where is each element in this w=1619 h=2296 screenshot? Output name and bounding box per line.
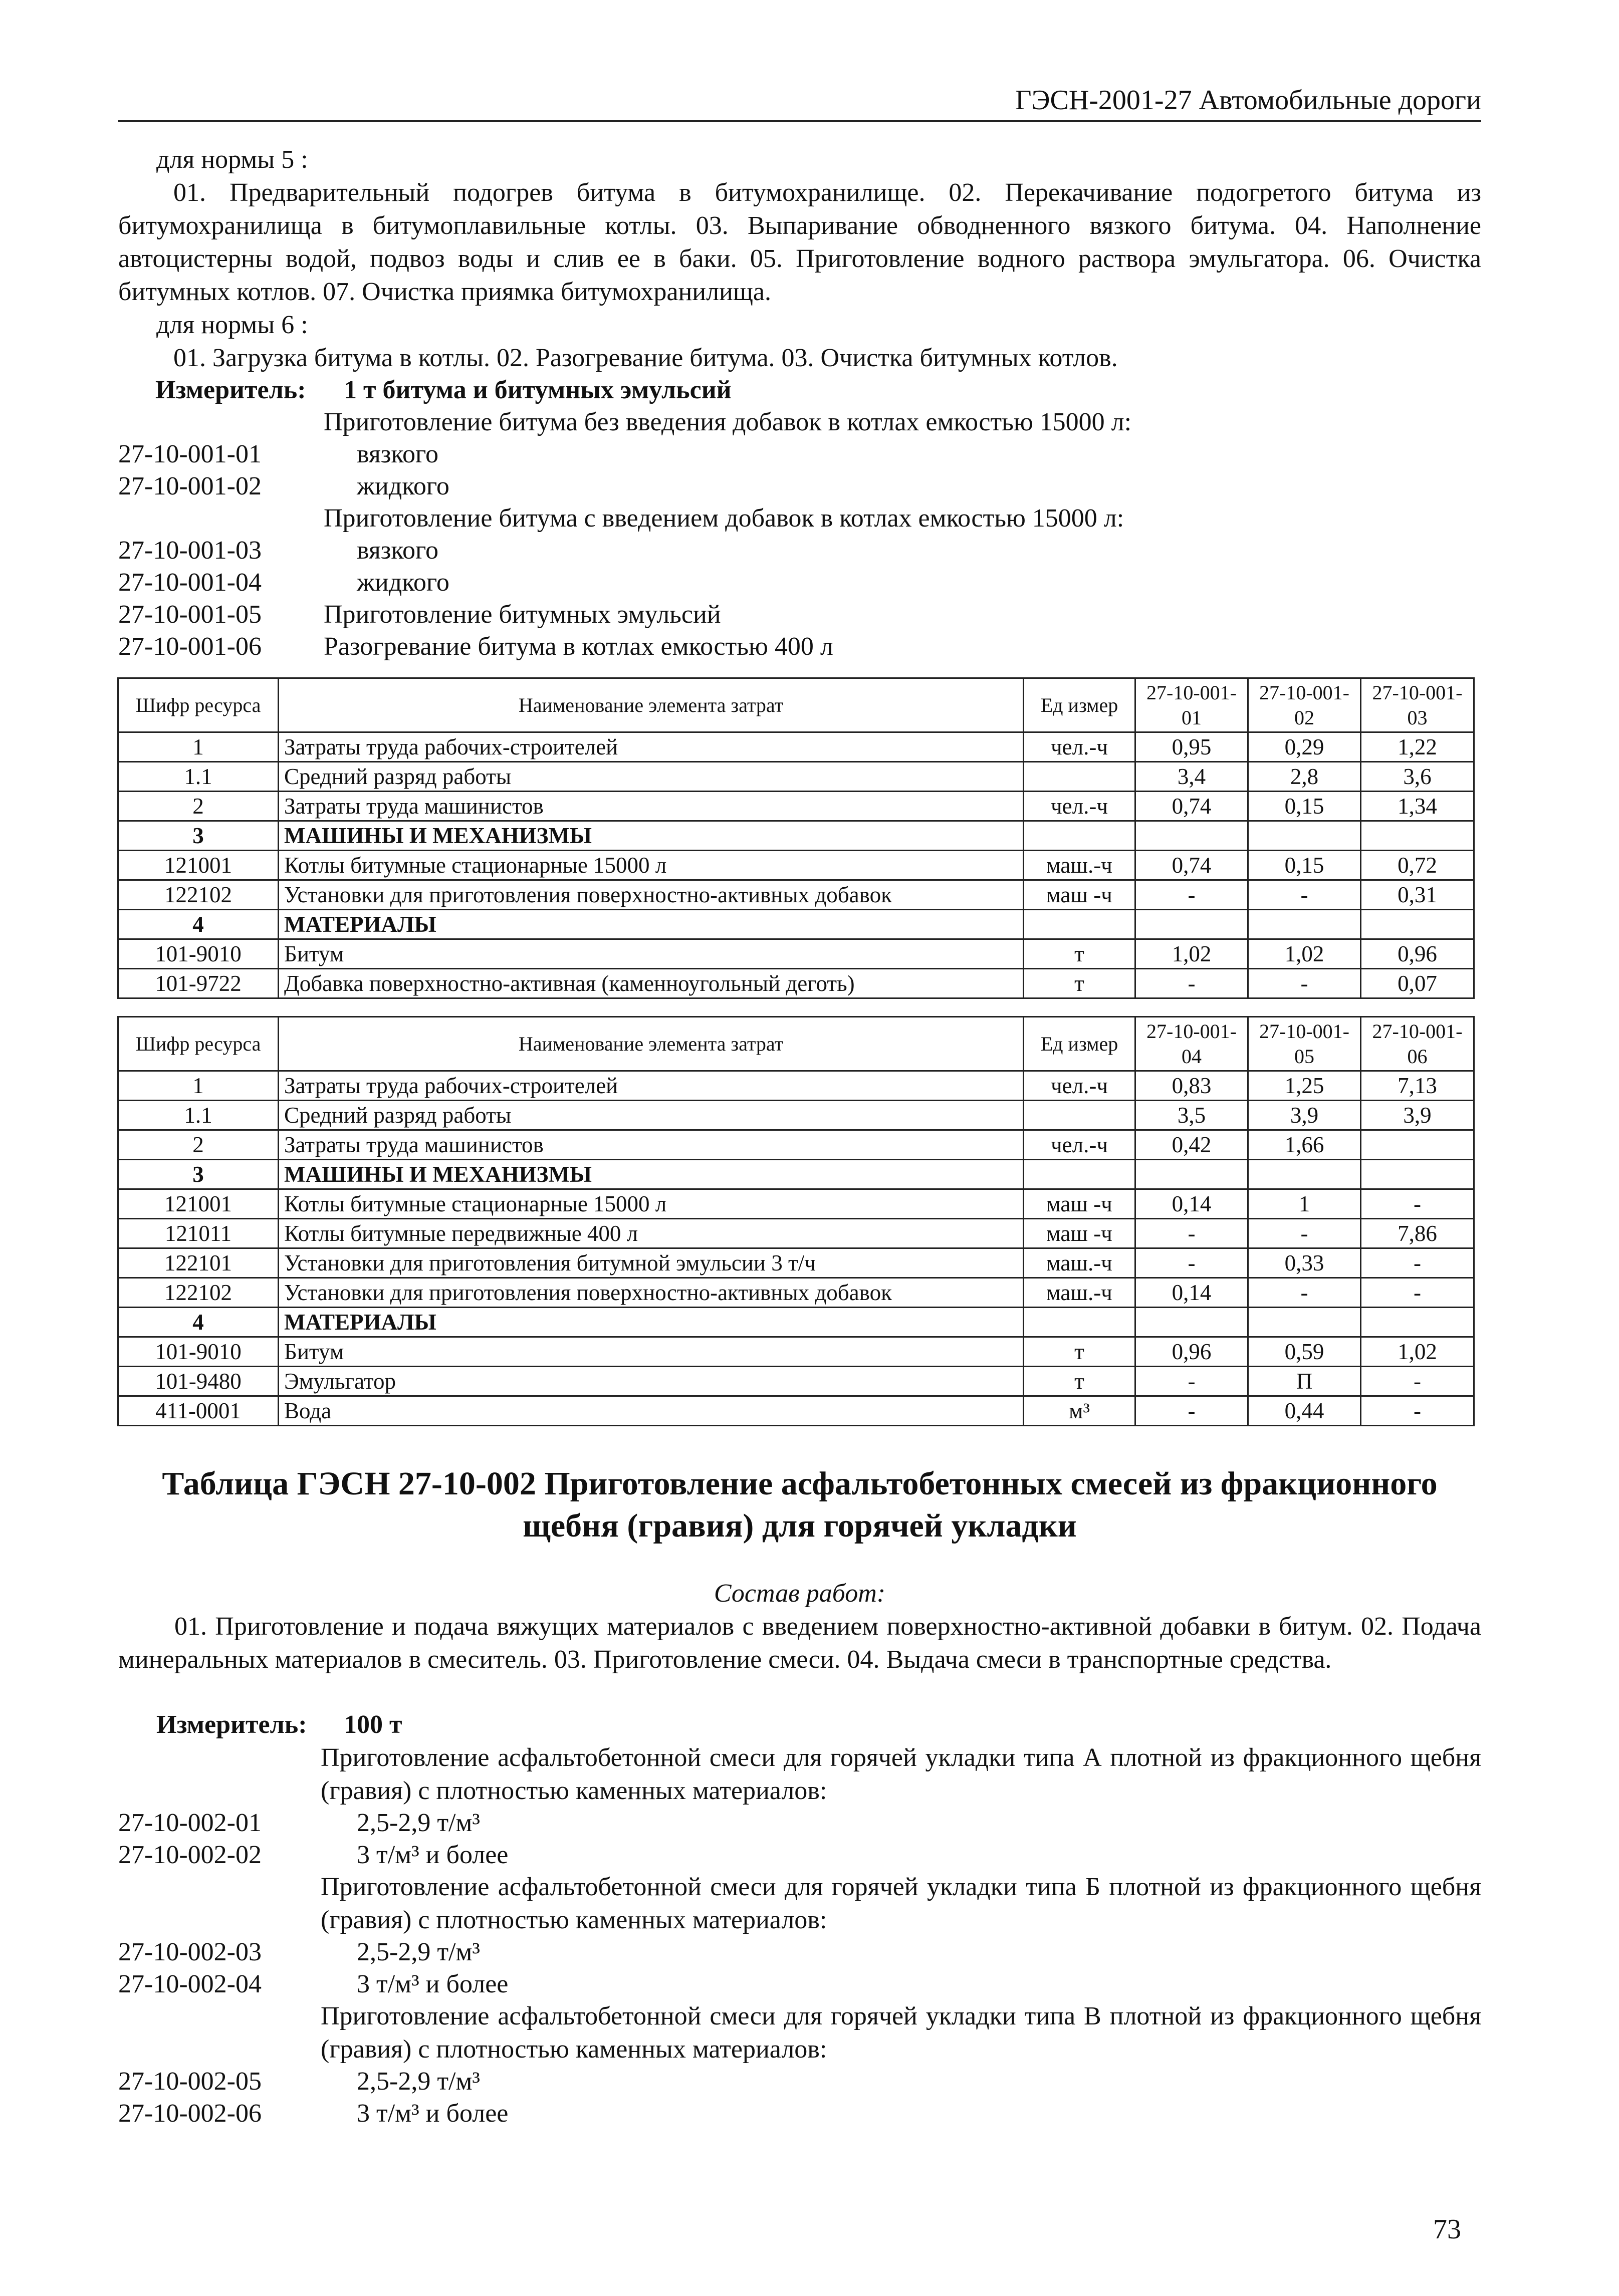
- col-header-name: Наименование элемента затрат: [279, 678, 1024, 732]
- meter2-value: 100 т: [344, 1710, 402, 1739]
- cell-cipher: 1.1: [118, 762, 279, 792]
- table-body: [118, 732, 1474, 998]
- norm-name: 2,5-2,9 т/м³: [357, 2067, 480, 2096]
- group-heading-a: Приготовление асфальтобетонной смеси для горячей укладки типа А плотной из фракционного щебня (гравия) с плотностью каменных материалов:: [321, 1743, 1481, 1805]
- table-row: [118, 1101, 1474, 1130]
- cell-name: Установки для приготовления поверхностно-активных добавок: [279, 880, 1024, 910]
- table-row: [118, 1219, 1474, 1248]
- cell-value: 0,44: [1248, 1396, 1361, 1426]
- cell-cipher: 101-9722: [118, 969, 279, 998]
- meter2-label: Измеритель:: [156, 1710, 307, 1739]
- cell-name: Добавка поверхностно-активная (каменноугольный деготь): [279, 969, 1024, 998]
- table-row: [118, 732, 1474, 762]
- cell-value: 3,9: [1248, 1101, 1361, 1130]
- cell-value: 3,5: [1135, 1101, 1248, 1130]
- cell-value: [1248, 1160, 1361, 1189]
- cell-cipher: 122102: [118, 880, 279, 910]
- norm-name: Приготовление битумных эмульсий: [324, 600, 721, 629]
- norm-code: 27-10-002-03: [118, 1938, 262, 1966]
- norm5-label: для нормы 5 :: [156, 145, 308, 174]
- cell-unit: т: [1024, 969, 1135, 998]
- cell-value: [1361, 910, 1474, 939]
- cell-cipher: 2: [118, 792, 279, 821]
- cell-name: Котлы битумные передвижные 400 л: [279, 1219, 1024, 1248]
- table-row: [118, 939, 1474, 969]
- cell-cipher: 4: [118, 910, 279, 939]
- cell-cipher: 4: [118, 1308, 279, 1337]
- cell-value: 0,29: [1248, 732, 1361, 762]
- norm-code: 27-10-002-06: [118, 2099, 262, 2128]
- cell-cipher: 411-0001: [118, 1396, 279, 1426]
- cell-value: [1361, 1160, 1474, 1189]
- cell-cipher: 3: [118, 821, 279, 851]
- table-row: [118, 1278, 1474, 1308]
- norm-code: 27-10-001-05: [118, 600, 262, 629]
- table-row: [118, 762, 1474, 792]
- cell-value: 0,33: [1248, 1248, 1361, 1278]
- cell-value: 7,86: [1361, 1219, 1474, 1248]
- work-composition-text: 01. Приготовление и подача вяжущих материалов с введением поверхностно-активной добавки в битум. 02. Подача минеральных материалов в смеситель. 03. Приготовление смеси. 04. Выдача смеси в транспортные средства.: [118, 1612, 1481, 1674]
- norm-code: 27-10-001-02: [118, 472, 262, 500]
- group-heading-1: Приготовление битума без введения добавок в котлах емкостью 15000 л:: [324, 408, 1132, 436]
- resource-table-1: [117, 677, 1473, 999]
- norm-name: 3 т/м³ и более: [357, 1970, 509, 1998]
- cell-value: 0,74: [1135, 792, 1248, 821]
- cell-value: -: [1248, 1278, 1361, 1308]
- cell-unit: [1024, 910, 1135, 939]
- cell-value: 2,8: [1248, 762, 1361, 792]
- cell-value: [1248, 1308, 1361, 1337]
- col-header-unit: Ед измер: [1024, 678, 1135, 732]
- cell-value: 0,59: [1248, 1337, 1361, 1367]
- cell-cipher: 101-9480: [118, 1367, 279, 1396]
- group-heading-v: Приготовление асфальтобетонной смеси для горячей укладки типа В плотной из фракционного щебня (гравия) с плотностью каменных материалов:: [321, 2002, 1481, 2064]
- cell-cipher: 121011: [118, 1219, 279, 1248]
- cell-cipher: 1: [118, 1071, 279, 1101]
- cell-cipher: 101-9010: [118, 939, 279, 969]
- resource-table-2: [117, 1016, 1473, 1426]
- cell-unit: т: [1024, 1337, 1135, 1367]
- cell-name: МАТЕРИАЛЫ: [279, 1308, 1024, 1337]
- cell-cipher: 121001: [118, 851, 279, 880]
- cell-value: 0,31: [1361, 880, 1474, 910]
- cell-unit: маш -ч: [1024, 1219, 1135, 1248]
- cell-name: Вода: [279, 1396, 1024, 1426]
- cell-value: 1,02: [1361, 1337, 1474, 1367]
- cell-unit: [1024, 1160, 1135, 1189]
- cell-unit: [1024, 762, 1135, 792]
- cell-name: Битум: [279, 939, 1024, 969]
- col-header-name: Наименование элемента затрат: [279, 1017, 1024, 1071]
- norm-code: 27-10-002-05: [118, 2067, 262, 2096]
- cell-name: МАТЕРИАЛЫ: [279, 910, 1024, 939]
- cell-value: [1135, 1308, 1248, 1337]
- cell-value: 0,95: [1135, 732, 1248, 762]
- norm6-text: 01. Загрузка битума в котлы. 02. Разогревание битума. 03. Очистка битумных котлов.: [173, 344, 1118, 372]
- cell-value: -: [1135, 1248, 1248, 1278]
- norm-name: 2,5-2,9 т/м³: [357, 1938, 480, 1966]
- cell-unit: м³: [1024, 1396, 1135, 1426]
- cell-name: Средний разряд работы: [279, 1101, 1024, 1130]
- cell-name: Затраты труда машинистов: [279, 1130, 1024, 1160]
- work-composition-heading: Состав работ:: [714, 1579, 886, 1608]
- cell-unit: чел.-ч: [1024, 792, 1135, 821]
- col-header-norm: 27-10-001-01: [1135, 678, 1248, 732]
- cell-value: 3,6: [1361, 762, 1474, 792]
- cell-unit: маш.-ч: [1024, 1278, 1135, 1308]
- norm5-text: 01. Предварительный подогрев битума в битумохранилище. 02. Перекачивание подогретого битума из битумохранилища в битумоплавильные котлы. 03. Выпаривание обводненного вязкого битума. 04. Наполнение автоцистерны водой, подвоз воды и слив ее в баки. 05. Приготовление водного раствора эмульгатора. 06. Очистка битумных котлов. 07. Очистка приямка битумохранилища.: [118, 178, 1481, 306]
- table-row: [118, 1189, 1474, 1219]
- cell-value: -: [1135, 969, 1248, 998]
- cell-value: 0,15: [1248, 851, 1361, 880]
- cell-value: -: [1361, 1396, 1474, 1426]
- cell-value: -: [1248, 969, 1361, 998]
- table-row: [118, 1248, 1474, 1278]
- cell-cipher: 122102: [118, 1278, 279, 1308]
- group-heading-2: Приготовление битума с введением добавок в котлах емкостью 15000 л:: [324, 504, 1124, 533]
- table-row: [118, 1071, 1474, 1101]
- table-row: [118, 1367, 1474, 1396]
- cell-unit: [1024, 1101, 1135, 1130]
- cell-unit: т: [1024, 1367, 1135, 1396]
- table-title: Таблица ГЭСН 27-10-002 Приготовление асфальтобетонных смесей из фракционного щебня (гравия) для горячей укладки: [162, 1465, 1438, 1544]
- cell-value: [1248, 821, 1361, 851]
- cell-value: -: [1135, 880, 1248, 910]
- cell-name: Установки для приготовления поверхностно-активных добавок: [279, 1278, 1024, 1308]
- norm-code: 27-10-001-06: [118, 632, 262, 661]
- cell-value: 1,34: [1361, 792, 1474, 821]
- norm-code: 27-10-001-01: [118, 440, 262, 468]
- cell-value: -: [1361, 1248, 1474, 1278]
- cell-cipher: 121001: [118, 1189, 279, 1219]
- cell-name: Затраты труда машинистов: [279, 792, 1024, 821]
- norm6-label: для нормы 6 :: [156, 311, 308, 339]
- cell-value: -: [1135, 1219, 1248, 1248]
- table-row: [118, 1130, 1474, 1160]
- cell-value: [1135, 1160, 1248, 1189]
- cell-value: -: [1248, 1219, 1361, 1248]
- table-body: [118, 1071, 1474, 1426]
- cell-value: 0,14: [1135, 1189, 1248, 1219]
- cell-value: 0,42: [1135, 1130, 1248, 1160]
- col-header-norm: 27-10-001-03: [1361, 678, 1474, 732]
- table-row: [118, 792, 1474, 821]
- cell-value: -: [1361, 1189, 1474, 1219]
- cell-name: Средний разряд работы: [279, 762, 1024, 792]
- cell-value: 0,07: [1361, 969, 1474, 998]
- cell-name: Эмульгатор: [279, 1367, 1024, 1396]
- cell-value: 1,02: [1248, 939, 1361, 969]
- cell-value: 0,72: [1361, 851, 1474, 880]
- table-row: [118, 880, 1474, 910]
- norm-code: 27-10-002-04: [118, 1970, 262, 1998]
- cell-name: Затраты труда рабочих-строителей: [279, 732, 1024, 762]
- running-header: [118, 80, 1481, 122]
- cell-value: 0,74: [1135, 851, 1248, 880]
- cell-value: [1248, 910, 1361, 939]
- table-row: [118, 1308, 1474, 1337]
- cell-value: -: [1361, 1367, 1474, 1396]
- cell-cipher: 3: [118, 1160, 279, 1189]
- cell-value: П: [1248, 1367, 1361, 1396]
- cell-name: МАШИНЫ И МЕХАНИЗМЫ: [279, 821, 1024, 851]
- cell-value: 3,4: [1135, 762, 1248, 792]
- meter1-value: 1 т битума и битумных эмульсий: [344, 376, 732, 404]
- table-row: [118, 969, 1474, 998]
- cell-unit: т: [1024, 939, 1135, 969]
- cell-unit: маш -ч: [1024, 1189, 1135, 1219]
- table-row: [118, 910, 1474, 939]
- cell-name: Котлы битумные стационарные 15000 л: [279, 1189, 1024, 1219]
- cell-unit: чел.-ч: [1024, 732, 1135, 762]
- meter1-label: Измеритель:: [155, 376, 306, 404]
- norm-code: 27-10-002-02: [118, 1841, 262, 1869]
- cell-cipher: 1.1: [118, 1101, 279, 1130]
- cell-value: -: [1135, 1396, 1248, 1426]
- table-row: [118, 1160, 1474, 1189]
- cell-value: [1135, 821, 1248, 851]
- norm-name: вязкого: [357, 440, 438, 468]
- table-row: [118, 1337, 1474, 1367]
- norm-name: 3 т/м³ и более: [357, 2099, 509, 2128]
- cell-value: 1,02: [1135, 939, 1248, 969]
- col-header-norm: 27-10-001-05: [1248, 1017, 1361, 1071]
- cell-unit: чел.-ч: [1024, 1130, 1135, 1160]
- cell-value: 0,96: [1135, 1337, 1248, 1367]
- cell-value: [1361, 1130, 1474, 1160]
- col-header-unit: Ед измер: [1024, 1017, 1135, 1071]
- col-header-norm: 27-10-001-02: [1248, 678, 1361, 732]
- cell-name: Установки для приготовления битумной эмульсии 3 т/ч: [279, 1248, 1024, 1278]
- cell-value: [1361, 821, 1474, 851]
- cell-name: Затраты труда рабочих-строителей: [279, 1071, 1024, 1101]
- header-title: ГЭСН-2001-27 Автомобильные дороги: [1015, 85, 1481, 116]
- cell-value: [1135, 910, 1248, 939]
- cell-value: -: [1248, 880, 1361, 910]
- norm-code: 27-10-001-04: [118, 568, 262, 597]
- cell-cipher: 101-9010: [118, 1337, 279, 1367]
- norm-code: 27-10-002-01: [118, 1809, 262, 1837]
- cell-value: 0,15: [1248, 792, 1361, 821]
- col-header-cipher: Шифр ресурса: [118, 678, 279, 732]
- norm-name: 3 т/м³ и более: [357, 1841, 509, 1869]
- cell-name: МАШИНЫ И МЕХАНИЗМЫ: [279, 1160, 1024, 1189]
- cell-value: -: [1361, 1278, 1474, 1308]
- cell-value: [1361, 1308, 1474, 1337]
- cell-name: Битум: [279, 1337, 1024, 1367]
- norm-code: 27-10-001-03: [118, 536, 262, 565]
- cell-unit: маш.-ч: [1024, 1248, 1135, 1278]
- norm-name: жидкого: [357, 568, 449, 597]
- cell-value: 1,22: [1361, 732, 1474, 762]
- cell-value: 1,25: [1248, 1071, 1361, 1101]
- norm-name: 2,5-2,9 т/м³: [357, 1809, 480, 1837]
- cell-value: 1,66: [1248, 1130, 1361, 1160]
- cell-value: 0,83: [1135, 1071, 1248, 1101]
- table-row: [118, 1396, 1474, 1426]
- table-row: [118, 851, 1474, 880]
- col-header-cipher: Шифр ресурса: [118, 1017, 279, 1071]
- page-number: 73: [1433, 2214, 1461, 2245]
- norm-name: жидкого: [357, 472, 449, 500]
- table-row: [118, 821, 1474, 851]
- cell-value: -: [1135, 1367, 1248, 1396]
- cell-cipher: 1: [118, 732, 279, 762]
- cell-value: 7,13: [1361, 1071, 1474, 1101]
- norm-name: вязкого: [357, 536, 438, 565]
- col-header-norm: 27-10-001-04: [1135, 1017, 1248, 1071]
- group-heading-b: Приготовление асфальтобетонной смеси для горячей укладки типа Б плотной из фракционного щебня (гравия) с плотностью каменных материалов:: [321, 1873, 1481, 1934]
- cell-cipher: 122101: [118, 1248, 279, 1278]
- cell-unit: [1024, 1308, 1135, 1337]
- norm-name: Разогревание битума в котлах емкостью 400 л: [324, 632, 833, 661]
- cell-name: Котлы битумные стационарные 15000 л: [279, 851, 1024, 880]
- cell-unit: [1024, 821, 1135, 851]
- cell-unit: чел.-ч: [1024, 1071, 1135, 1101]
- cell-unit: маш.-ч: [1024, 851, 1135, 880]
- cell-value: 1: [1248, 1189, 1361, 1219]
- cell-value: 3,9: [1361, 1101, 1474, 1130]
- cell-cipher: 2: [118, 1130, 279, 1160]
- cell-value: 0,14: [1135, 1278, 1248, 1308]
- col-header-norm: 27-10-001-06: [1361, 1017, 1474, 1071]
- cell-value: 0,96: [1361, 939, 1474, 969]
- cell-unit: маш -ч: [1024, 880, 1135, 910]
